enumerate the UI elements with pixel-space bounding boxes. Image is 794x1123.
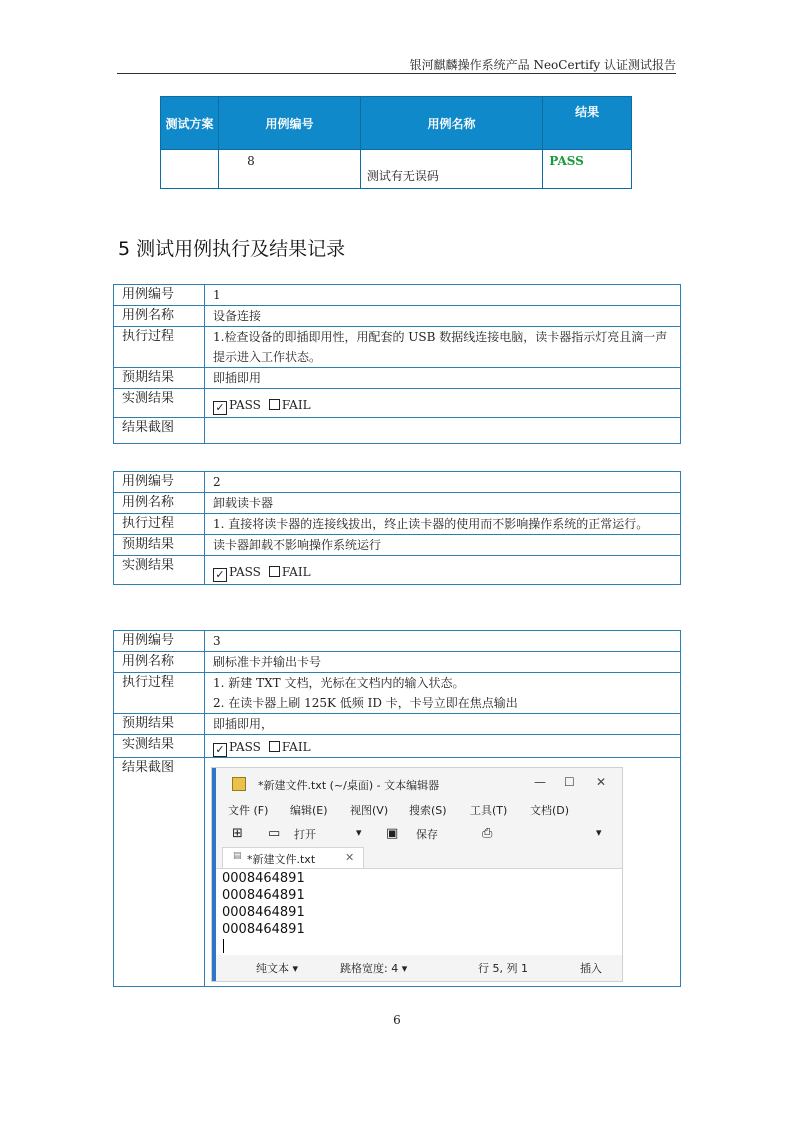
minimize-icon[interactable]: — [534, 775, 546, 789]
document-tab[interactable] [222, 847, 364, 869]
window-titlebar [216, 768, 622, 798]
case-procedure: 1. 直接将读卡器的连接线拔出，终止读卡器的使用而不影响操作系统的正常运行。 [205, 514, 681, 535]
label-case-id: 用例编号 [114, 472, 205, 493]
label-expected: 预期结果 [114, 535, 205, 556]
procedure-step: 1. 新建 TXT 文档，光标在文档内的输入状态。 [213, 676, 465, 690]
checkbox-empty-icon [269, 566, 280, 577]
case-expected: 读卡器卸载不影响操作系统运行 [205, 535, 681, 556]
summary-table [160, 96, 632, 189]
syntax-mode-dropdown[interactable]: 纯文本 ▾ [256, 962, 299, 975]
text-line: 0008464891 [222, 922, 305, 937]
label-expected: 预期结果 [114, 714, 205, 735]
actual-result [205, 556, 681, 585]
running-header: 银河麒麟操作系统产品 NeoCertify 认证测试报告 [409, 58, 676, 72]
status-bar [216, 956, 622, 980]
label-screenshot: 结果截图 [114, 758, 205, 987]
screenshot-cell [205, 418, 681, 444]
text-editor-icon [232, 777, 246, 791]
text-line: 0008464891 [222, 905, 305, 920]
text-cursor [223, 939, 224, 953]
pass-option: PASS [229, 740, 261, 754]
label-procedure: 执行过程 [114, 673, 205, 714]
fail-option: FAIL [281, 398, 311, 412]
label-case-id: 用例编号 [114, 631, 205, 652]
label-actual: 实测结果 [114, 389, 205, 418]
maximize-icon[interactable]: ☐ [564, 775, 575, 789]
header-result: 结果 [543, 97, 632, 150]
actual-result [205, 735, 681, 758]
page-number: 6 [393, 1013, 401, 1027]
menu-view[interactable]: 视图(V) [350, 804, 389, 817]
header-plan: 测试方案 [161, 97, 219, 150]
insert-mode: 插入 [580, 962, 602, 975]
header-case-name: 用例名称 [360, 97, 542, 150]
case-expected: 即插即用 [205, 368, 681, 389]
fail-option: FAIL [281, 740, 311, 754]
tab-width-dropdown[interactable]: 跳格宽度: 4 ▾ [340, 962, 408, 975]
label-procedure: 执行过程 [114, 514, 205, 535]
header-rule [117, 73, 676, 74]
save-icon[interactable]: ▣ [386, 826, 399, 841]
text-area[interactable] [216, 868, 622, 955]
open-button[interactable]: 打开 [294, 828, 316, 841]
summary-plan-cell [161, 150, 219, 189]
menu-search[interactable]: 搜索(S) [409, 804, 447, 817]
pass-option: PASS [229, 398, 261, 412]
new-file-icon[interactable]: ⊞ [232, 826, 243, 841]
window-title: *新建文件.txt (~/桌面) - 文本编辑器 [258, 779, 440, 792]
tab-label: *新建文件.txt [247, 853, 316, 866]
close-icon[interactable]: ✕ [596, 775, 607, 789]
checkbox-checked-icon: ✓ [213, 401, 227, 415]
checkbox-checked-icon: ✓ [213, 743, 227, 757]
tab-close-icon[interactable]: ✕ [345, 851, 355, 864]
summary-name-cell: 测试有无误码 [360, 150, 542, 189]
menu-file[interactable]: 文件 (F) [228, 804, 269, 817]
case-procedure: 1.检查设备的即插即用性，用配套的 USB 数据线连接电脑，读卡器指示灯亮且滴一声提示进入工作状态。 [205, 327, 681, 368]
label-expected: 预期结果 [114, 368, 205, 389]
case-procedure [205, 673, 681, 714]
case-id: 1 [205, 285, 681, 306]
summary-result-cell: PASS [543, 150, 632, 189]
text-line: 0008464891 [222, 888, 305, 903]
label-case-name: 用例名称 [114, 652, 205, 673]
checkbox-empty-icon [269, 399, 280, 410]
case-table-1 [113, 284, 681, 444]
fail-option: FAIL [281, 565, 311, 579]
pass-option: PASS [229, 565, 261, 579]
menu-document[interactable]: 文档(D) [530, 804, 570, 817]
print-icon[interactable]: ⎙ [482, 826, 493, 841]
cursor-position: 行 5, 列 1 [478, 962, 528, 975]
summary-id-cell: 8 [219, 150, 361, 189]
label-actual: 实测结果 [114, 556, 205, 585]
checkbox-empty-icon [269, 741, 280, 752]
editor-screenshot [211, 767, 623, 982]
open-dropdown-icon[interactable]: ▾ [356, 826, 362, 839]
label-case-name: 用例名称 [114, 306, 205, 327]
procedure-step: 2. 在读卡器上刷 125K 低频 ID 卡，卡号立即在焦点输出 [213, 696, 518, 710]
text-line: 0008464891 [222, 871, 305, 886]
case-id: 2 [205, 472, 681, 493]
save-button[interactable]: 保存 [416, 828, 438, 841]
label-case-name: 用例名称 [114, 493, 205, 514]
case-table-2 [113, 471, 681, 585]
folder-open-icon[interactable]: ▭ [268, 826, 281, 841]
label-actual: 实测结果 [114, 735, 205, 758]
menu-edit[interactable]: 编辑(E) [290, 804, 328, 817]
menu-tools[interactable]: 工具(T) [470, 804, 508, 817]
case-name: 卸载读卡器 [205, 493, 681, 514]
case-name: 设备连接 [205, 306, 681, 327]
actual-result [205, 389, 681, 418]
case-expected: 即插即用， [205, 714, 681, 735]
label-screenshot: 结果截图 [114, 418, 205, 444]
document-icon: ▤ [233, 851, 242, 861]
toolbar-more-icon[interactable]: ▾ [596, 826, 602, 839]
label-procedure: 执行过程 [114, 327, 205, 368]
checkbox-checked-icon: ✓ [213, 568, 227, 582]
header-case-id: 用例编号 [219, 97, 361, 150]
section-title: 5 测试用例执行及结果记录 [118, 238, 346, 260]
case-id: 3 [205, 631, 681, 652]
menu-bar [216, 800, 622, 820]
case-name: 刷标准卡并输出卡号 [205, 652, 681, 673]
label-case-id: 用例编号 [114, 285, 205, 306]
toolbar [216, 820, 622, 848]
